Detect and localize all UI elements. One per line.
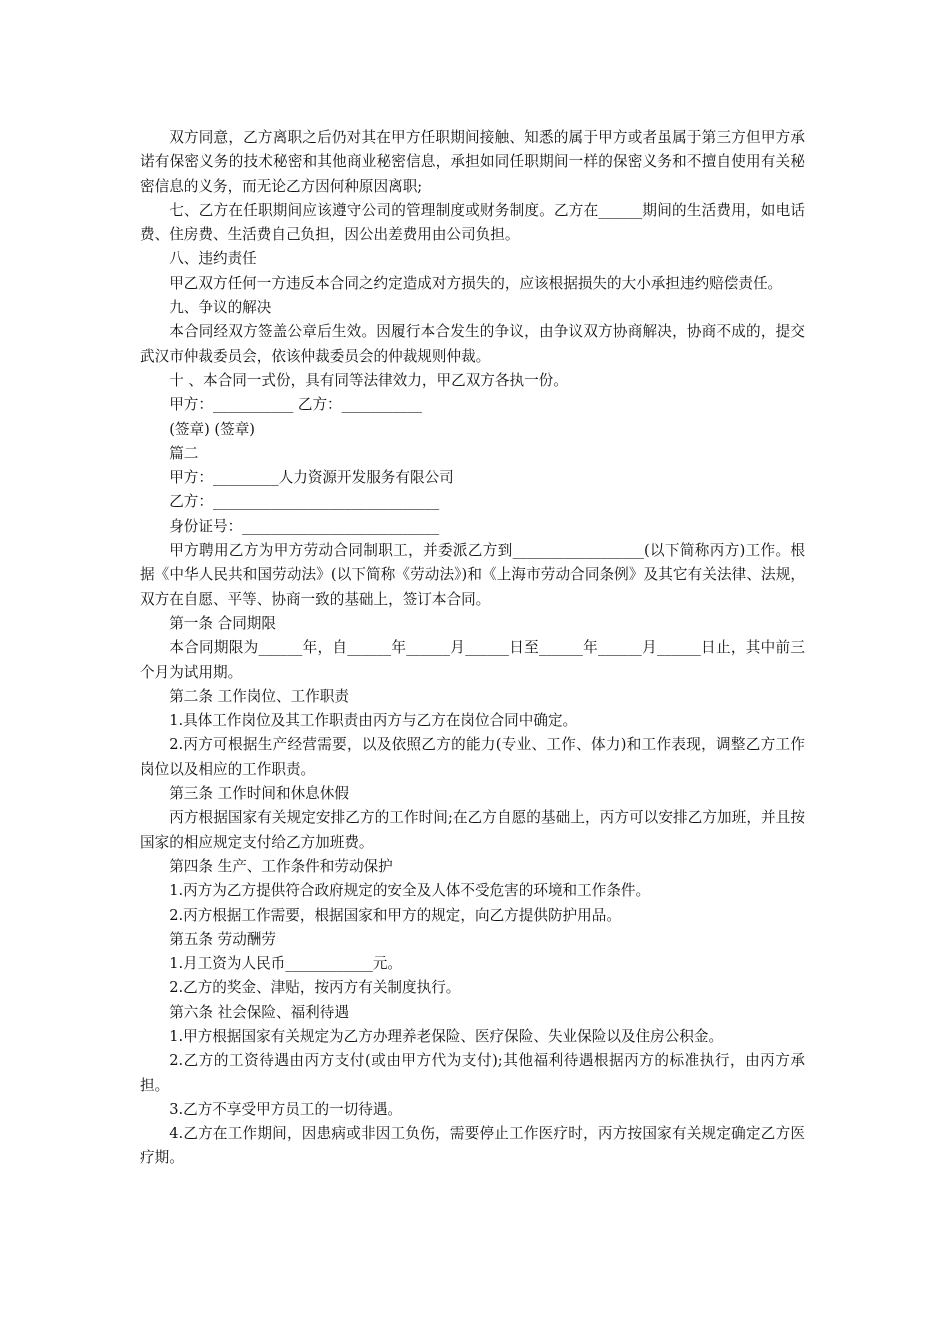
document-body [140, 126, 805, 1171]
paragraph: 双方同意，乙方离职之后仍对其在甲方任职期间接触、知悉的属于甲方或者虽属于第三方但甲方承诺有保密义务的技术秘密和其他商业秘密信息，承担如同任职期间一样的保密义务和不擅自使用有关秘密信息的义务，而无论乙方因何种原因离职; [140, 129, 805, 195]
section-heading: 九、争议的解决 [169, 299, 272, 317]
paragraph: 甲方聘用乙方为甲方劳动合同制职工，并委派乙方到__________________(以下简称丙方)工作。根据《中华人民共和国劳动法》(以下简称《劳动法》)和《上海市劳动合同条例》及其它有关法律、法规，双方在自愿、平等、协商一致的基础上，签订本合同。 [140, 542, 805, 608]
section-heading: 八、违约责任 [169, 250, 257, 268]
paragraph: 2.乙方的工资待遇由丙方支付(或由甲方代为支付);其他福利待遇根据丙方的标准执行，由丙方承担。 [140, 1052, 805, 1094]
seal-line: (签章) (签章) [169, 420, 255, 438]
article-heading: 第六条 社会保险、福利待遇 [169, 1003, 349, 1021]
paragraph: 1.具体工作岗位及其工作职责由丙方与乙方在岗位合同中确定。 [169, 712, 578, 730]
paragraph: 2.丙方根据工作需要，根据国家和甲方的规定，向乙方提供防护用品。 [169, 906, 621, 924]
paragraph: 1.甲方根据国家有关规定为乙方办理养老保险、医疗保险、失业保险以及住房公积金。 [169, 1027, 724, 1045]
paragraph: 本合同经双方签盖公章后生效。因履行本合发生的争议，由争议双方协商解决，协商不成的，提交武汉市仲裁委员会，依该仲裁委员会的仲裁规则仲裁。 [140, 323, 805, 365]
party-b-line: 乙方：_______________________________ [169, 493, 440, 511]
paragraph: 4.乙方在工作期间，因患病或非因工负伤，需要停止工作医疗时，丙方按国家有关规定确定乙方医疗期。 [140, 1125, 805, 1167]
article-heading: 第一条 合同期限 [169, 614, 276, 632]
id-number-line: 身份证号：___________________________ [169, 517, 440, 535]
paragraph: 十 、本合同一式份，具有同等法律效力，甲乙双方各执一份。 [169, 371, 568, 389]
party-a-line: 甲方：_________人力资源开发服务有限公司 [169, 469, 454, 487]
paragraph: 甲乙双方任何一方违反本合同之约定造成对方损失的，应该根据损失的大小承担违约赔偿责任。 [169, 274, 783, 292]
signature-line: 甲方：___________ 乙方：___________ [169, 396, 422, 414]
article-heading: 第五条 劳动酬劳 [169, 930, 276, 948]
article-heading: 第四条 生产、工作条件和劳动保护 [169, 857, 393, 875]
paragraph: 1.月工资为人民币____________元。 [169, 955, 403, 973]
paragraph: 2.丙方可根据生产经营需要，以及依照乙方的能力(专业、工作、体力)和工作表现，调整乙方工作岗位以及相应的工作职责。 [140, 736, 805, 778]
paragraph: 七、乙方在任职期间应该遵守公司的管理制度或财务制度。乙方在______期间的生活费用，如电话费、住房费、生活费自己负担，因公出差费用由公司负担。 [140, 201, 805, 244]
paragraph: 1.丙方为乙方提供符合政府规定的安全及人体不受危害的环境和工作条件。 [169, 882, 651, 900]
paragraph: 本合同期限为______年，自______年______月______日至______年______月______日止，其中前三个月为试用期。 [140, 639, 805, 681]
article-heading: 第二条 工作岗位、工作职责 [169, 687, 349, 705]
paragraph: 3.乙方不享受甲方员工的一切待遇。 [169, 1100, 403, 1118]
part-heading: 篇二 [169, 444, 199, 462]
paragraph: 丙方根据国家有关规定安排乙方的工作时间;在乙方自愿的基础上，丙方可以安排乙方加班，并且按国家的相应规定支付给乙方加班费。 [140, 809, 805, 851]
article-heading: 第三条 工作时间和休息休假 [169, 785, 349, 803]
paragraph: 2.乙方的奖金、津贴，按丙方有关制度执行。 [169, 979, 461, 997]
